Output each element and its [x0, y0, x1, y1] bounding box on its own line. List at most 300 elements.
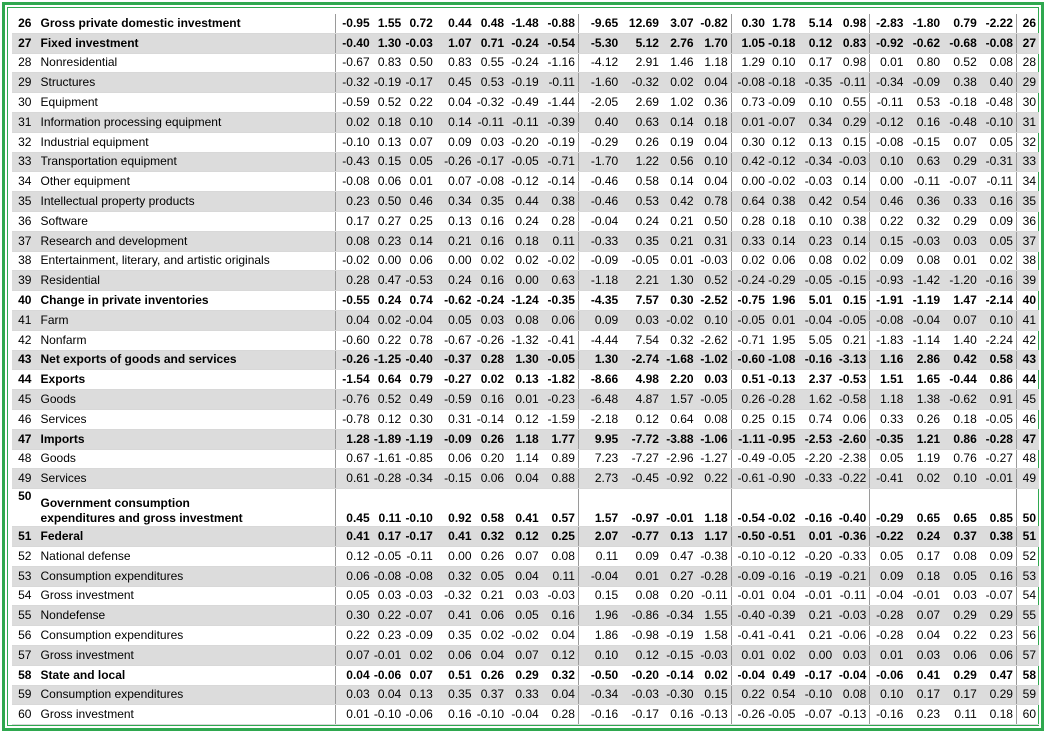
value-cell: 0.22 [870, 211, 907, 231]
value-cell: -0.10 [373, 705, 405, 725]
value-cell: -0.07 [768, 112, 799, 132]
contributions-table [12, 14, 1039, 725]
value-cell: 0.37 [475, 685, 508, 705]
value-cell: 0.47 [980, 665, 1017, 685]
value-cell: -0.19 [662, 626, 697, 646]
value-cell: -0.03 [906, 231, 943, 251]
value-cell: 0.21 [835, 330, 870, 350]
value-cell: 0.02 [768, 645, 799, 665]
value-cell: 0.57 [542, 489, 579, 527]
value-cell: 0.01 [404, 172, 436, 192]
value-cell: 1.18 [870, 390, 907, 410]
value-cell: 0.27 [373, 211, 405, 231]
value-cell: -1.54 [336, 370, 373, 390]
value-cell: -0.11 [542, 73, 579, 93]
value-cell: -0.26 [475, 330, 508, 350]
value-cell: 0.28 [542, 211, 579, 231]
value-cell: 0.05 [980, 132, 1017, 152]
value-cell: -0.92 [662, 469, 697, 489]
value-cell: 5.05 [798, 330, 835, 350]
row-label-line1: Government consumption [40, 496, 190, 511]
value-cell: 0.35 [436, 685, 475, 705]
value-cell: -0.50 [731, 527, 768, 547]
value-cell: -0.14 [542, 172, 579, 192]
value-cell: 0.30 [404, 409, 436, 429]
value-cell: -0.02 [768, 489, 799, 527]
line-number-right: 27 [1016, 33, 1039, 53]
value-cell: 1.29 [731, 53, 768, 73]
value-cell: 0.03 [373, 586, 405, 606]
value-cell: -0.04 [578, 211, 621, 231]
row-label: Industrial equipment [41, 132, 336, 152]
value-cell: 0.16 [542, 606, 579, 626]
value-cell: -0.09 [731, 566, 768, 586]
value-cell: 0.16 [436, 705, 475, 725]
value-cell: 1.65 [906, 370, 943, 390]
value-cell: 0.14 [404, 231, 436, 251]
table-row [12, 586, 1039, 606]
table-row [12, 251, 1039, 271]
value-cell: -0.85 [404, 449, 436, 469]
value-cell: -0.28 [768, 390, 799, 410]
value-cell: 0.10 [870, 152, 907, 172]
row-label: Intellectual property products [41, 192, 336, 212]
value-cell: 2.76 [662, 33, 697, 53]
value-cell: 0.04 [507, 566, 542, 586]
value-cell: 1.55 [697, 606, 732, 626]
line-number-right: 42 [1016, 330, 1039, 350]
value-cell: 0.23 [373, 231, 405, 251]
value-cell: 2.20 [662, 370, 697, 390]
line-number: 49 [12, 469, 41, 489]
value-cell: -2.20 [798, 449, 835, 469]
value-cell: 0.18 [507, 231, 542, 251]
value-cell: 0.36 [906, 192, 943, 212]
value-cell: 0.14 [662, 172, 697, 192]
value-cell: 0.41 [336, 527, 373, 547]
value-cell: 0.40 [980, 73, 1017, 93]
table-row [12, 93, 1039, 113]
value-cell: 0.24 [507, 211, 542, 231]
value-cell: -0.11 [475, 112, 508, 132]
line-number: 39 [12, 271, 41, 291]
value-cell: -0.08 [731, 73, 768, 93]
value-cell: -0.06 [870, 665, 907, 685]
value-cell: 1.22 [621, 152, 662, 172]
value-cell: 0.06 [373, 172, 405, 192]
value-cell: 0.41 [906, 665, 943, 685]
value-cell: 0.05 [404, 152, 436, 172]
value-cell: 0.49 [768, 665, 799, 685]
value-cell: 0.17 [798, 53, 835, 73]
value-cell: 0.27 [662, 566, 697, 586]
value-cell: 0.10 [697, 310, 732, 330]
value-cell: 0.41 [507, 489, 542, 527]
value-cell: 0.02 [475, 251, 508, 271]
row-label: Nonresidential [41, 53, 336, 73]
value-cell: 1.17 [697, 527, 732, 547]
value-cell: 0.29 [980, 685, 1017, 705]
line-number: 56 [12, 626, 41, 646]
value-cell: 0.14 [835, 231, 870, 251]
value-cell: -1.60 [578, 73, 621, 93]
value-cell: 0.53 [475, 73, 508, 93]
value-cell: -0.95 [768, 429, 799, 449]
value-cell: -0.11 [507, 112, 542, 132]
value-cell: -0.60 [336, 330, 373, 350]
value-cell: 0.63 [542, 271, 579, 291]
value-cell: 0.17 [943, 685, 980, 705]
value-cell: 0.44 [507, 192, 542, 212]
line-number: 59 [12, 685, 41, 705]
value-cell: 1.02 [662, 93, 697, 113]
value-cell: 0.02 [697, 665, 732, 685]
value-cell: -0.62 [943, 390, 980, 410]
value-cell: -1.16 [542, 53, 579, 73]
table-row [12, 271, 1039, 291]
value-cell: 0.06 [436, 449, 475, 469]
line-number-right: 44 [1016, 370, 1039, 390]
value-cell: 0.02 [731, 251, 768, 271]
value-cell: -0.08 [870, 132, 907, 152]
line-number: 28 [12, 53, 41, 73]
value-cell: -0.12 [768, 152, 799, 172]
value-cell: 0.04 [906, 626, 943, 646]
value-cell: 0.01 [798, 527, 835, 547]
value-cell: 0.07 [404, 665, 436, 685]
value-cell: 0.29 [943, 211, 980, 231]
value-cell: -0.48 [943, 112, 980, 132]
value-cell: 0.55 [835, 93, 870, 113]
value-cell: 0.14 [768, 231, 799, 251]
value-cell: -0.28 [870, 606, 907, 626]
value-cell: -0.82 [697, 14, 732, 33]
table-row [12, 409, 1039, 429]
value-cell: 0.22 [697, 469, 732, 489]
value-cell: 0.07 [943, 132, 980, 152]
value-cell: 1.55 [373, 14, 405, 33]
value-cell: -0.08 [475, 172, 508, 192]
line-number-right: 52 [1016, 546, 1039, 566]
value-cell: 0.08 [697, 409, 732, 429]
value-cell: 0.23 [906, 705, 943, 725]
value-cell: 0.05 [507, 606, 542, 626]
line-number: 34 [12, 172, 41, 192]
value-cell: 0.49 [404, 390, 436, 410]
value-cell: 0.09 [980, 211, 1017, 231]
value-cell: -1.02 [697, 350, 732, 370]
value-cell: 0.80 [906, 53, 943, 73]
value-cell: 1.47 [943, 291, 980, 311]
value-cell: 0.44 [436, 14, 475, 33]
value-cell: 0.13 [404, 685, 436, 705]
value-cell: -0.04 [870, 586, 907, 606]
value-cell: 0.22 [731, 685, 768, 705]
row-label: Gross private domestic investment [41, 14, 336, 33]
value-cell: -0.16 [798, 489, 835, 527]
value-cell: 0.25 [542, 527, 579, 547]
value-cell: 7.23 [578, 449, 621, 469]
value-cell: 0.24 [906, 527, 943, 547]
line-number: 37 [12, 231, 41, 251]
line-number-right: 55 [1016, 606, 1039, 626]
row-label: Net exports of goods and services [41, 350, 336, 370]
value-cell: 0.07 [906, 606, 943, 626]
value-cell: 0.03 [621, 310, 662, 330]
value-cell: 1.51 [870, 370, 907, 390]
value-cell: 0.20 [662, 586, 697, 606]
value-cell: 0.01 [731, 112, 768, 132]
value-cell: 0.22 [373, 606, 405, 626]
table-row [12, 705, 1039, 725]
value-cell: 0.04 [697, 132, 732, 152]
value-cell: 0.14 [662, 112, 697, 132]
value-cell: -0.05 [980, 409, 1017, 429]
value-cell: -0.08 [404, 566, 436, 586]
line-number: 43 [12, 350, 41, 370]
table-row [12, 685, 1039, 705]
row-label: Goods [41, 449, 336, 469]
value-cell: 0.07 [336, 645, 373, 665]
value-cell: 0.26 [475, 665, 508, 685]
value-cell: -0.11 [870, 93, 907, 113]
value-cell: 0.12 [507, 409, 542, 429]
line-number: 26 [12, 14, 41, 33]
line-number-right: 50 [1016, 489, 1039, 527]
value-cell: 0.20 [475, 449, 508, 469]
value-cell: -0.07 [404, 606, 436, 626]
value-cell: 1.62 [798, 390, 835, 410]
value-cell: 0.91 [980, 390, 1017, 410]
value-cell: 0.52 [943, 53, 980, 73]
table-row [12, 231, 1039, 251]
table-row [12, 291, 1039, 311]
value-cell: 0.50 [373, 192, 405, 212]
value-cell: 0.25 [731, 409, 768, 429]
value-cell: 5.01 [798, 291, 835, 311]
value-cell: -0.11 [697, 586, 732, 606]
value-cell: -0.76 [336, 390, 373, 410]
value-cell: -0.05 [835, 310, 870, 330]
table-row [12, 626, 1039, 646]
line-number-right: 36 [1016, 211, 1039, 231]
value-cell: 0.63 [621, 112, 662, 132]
value-cell: -0.13 [835, 705, 870, 725]
value-cell: -0.11 [906, 172, 943, 192]
value-cell: -0.03 [542, 586, 579, 606]
value-cell: 2.07 [578, 527, 621, 547]
line-number: 42 [12, 330, 41, 350]
value-cell: -0.14 [475, 409, 508, 429]
value-cell: 0.03 [835, 645, 870, 665]
value-cell: -0.17 [475, 152, 508, 172]
line-number-right: 30 [1016, 93, 1039, 113]
value-cell: -0.50 [578, 665, 621, 685]
table-body [12, 14, 1039, 725]
value-cell: -2.83 [870, 14, 907, 33]
value-cell: -1.61 [373, 449, 405, 469]
value-cell: -0.19 [507, 73, 542, 93]
value-cell: 1.30 [662, 271, 697, 291]
value-cell: -0.38 [697, 546, 732, 566]
value-cell: 0.79 [943, 14, 980, 33]
value-cell: -3.88 [662, 429, 697, 449]
value-cell: 0.22 [373, 330, 405, 350]
value-cell: 0.26 [475, 429, 508, 449]
value-cell: -0.51 [768, 527, 799, 547]
row-label: Entertainment, literary, and artistic originals [41, 251, 336, 271]
value-cell: -0.05 [798, 271, 835, 291]
value-cell: -0.45 [621, 469, 662, 489]
value-cell: -0.28 [697, 566, 732, 586]
value-cell: 0.92 [436, 489, 475, 527]
value-cell: 5.14 [798, 14, 835, 33]
value-cell: 0.23 [980, 626, 1017, 646]
value-cell: -0.24 [507, 53, 542, 73]
line-number-right: 34 [1016, 172, 1039, 192]
value-cell: -1.32 [507, 330, 542, 350]
row-label: Services [41, 409, 336, 429]
value-cell: -0.98 [621, 626, 662, 646]
value-cell: -0.06 [404, 705, 436, 725]
value-cell: 0.11 [542, 566, 579, 586]
table-row [12, 449, 1039, 469]
value-cell: -0.30 [662, 685, 697, 705]
value-cell: -0.02 [662, 310, 697, 330]
value-cell: -0.40 [731, 606, 768, 626]
value-cell: 0.98 [835, 53, 870, 73]
value-cell: -4.44 [578, 330, 621, 350]
value-cell: 1.28 [336, 429, 373, 449]
value-cell: -0.53 [835, 370, 870, 390]
value-cell: 1.95 [768, 330, 799, 350]
value-cell: 0.41 [436, 606, 475, 626]
value-cell: -0.15 [835, 271, 870, 291]
value-cell: -0.24 [475, 291, 508, 311]
value-cell: -0.07 [980, 586, 1017, 606]
value-cell: 0.21 [798, 606, 835, 626]
value-cell: 0.85 [980, 489, 1017, 527]
row-label: Gross investment [41, 586, 336, 606]
value-cell: -0.02 [336, 251, 373, 271]
value-cell: 0.04 [768, 586, 799, 606]
value-cell: -0.09 [906, 73, 943, 93]
value-cell: -0.05 [697, 390, 732, 410]
value-cell: 0.03 [475, 310, 508, 330]
value-cell: 0.04 [507, 469, 542, 489]
value-cell: 1.30 [578, 350, 621, 370]
value-cell: 0.01 [507, 390, 542, 410]
line-number: 40 [12, 291, 41, 311]
value-cell: 0.22 [336, 626, 373, 646]
value-cell: 0.24 [621, 211, 662, 231]
value-cell: -1.42 [906, 271, 943, 291]
value-cell: -1.19 [906, 291, 943, 311]
value-cell: 0.16 [906, 112, 943, 132]
table-row [12, 527, 1039, 547]
value-cell: -0.01 [731, 586, 768, 606]
line-number-right: 53 [1016, 566, 1039, 586]
line-number: 32 [12, 132, 41, 152]
value-cell: 0.29 [507, 665, 542, 685]
value-cell: -0.67 [336, 53, 373, 73]
value-cell: -2.52 [697, 291, 732, 311]
value-cell: -1.18 [578, 271, 621, 291]
value-cell: 2.91 [621, 53, 662, 73]
value-cell: 0.11 [943, 705, 980, 725]
value-cell: -0.41 [870, 469, 907, 489]
value-cell: 0.01 [768, 310, 799, 330]
value-cell: 0.11 [578, 546, 621, 566]
value-cell: -1.11 [731, 429, 768, 449]
value-cell: -0.62 [906, 33, 943, 53]
value-cell: 0.58 [621, 172, 662, 192]
value-cell: 0.50 [404, 53, 436, 73]
value-cell: -0.03 [404, 33, 436, 53]
value-cell: -0.28 [980, 429, 1017, 449]
value-cell: 1.19 [906, 449, 943, 469]
value-cell: -0.32 [336, 73, 373, 93]
value-cell: 0.14 [436, 112, 475, 132]
value-cell: 1.86 [578, 626, 621, 646]
value-cell: 0.05 [475, 566, 508, 586]
value-cell: 0.61 [336, 469, 373, 489]
table-row [12, 14, 1039, 33]
value-cell: -2.18 [578, 409, 621, 429]
table-row [12, 566, 1039, 586]
value-cell: 0.15 [578, 586, 621, 606]
value-cell: 0.06 [475, 606, 508, 626]
line-number: 55 [12, 606, 41, 626]
value-cell: -0.46 [578, 192, 621, 212]
value-cell: -0.32 [475, 93, 508, 113]
value-cell: 0.55 [475, 53, 508, 73]
value-cell: -1.08 [768, 350, 799, 370]
line-number: 60 [12, 705, 41, 725]
value-cell: -0.90 [768, 469, 799, 489]
value-cell: 0.00 [798, 645, 835, 665]
value-cell: -0.16 [980, 271, 1017, 291]
line-number-right: 29 [1016, 73, 1039, 93]
value-cell: 0.13 [436, 211, 475, 231]
value-cell: -0.39 [768, 606, 799, 626]
line-number-right: 51 [1016, 527, 1039, 547]
line-number: 27 [12, 33, 41, 53]
value-cell: 0.08 [336, 231, 373, 251]
line-number-right: 56 [1016, 626, 1039, 646]
row-label: Residential [41, 271, 336, 291]
value-cell: 0.09 [578, 310, 621, 330]
value-cell: -0.03 [697, 645, 732, 665]
value-cell: 0.52 [373, 390, 405, 410]
value-cell: -0.13 [768, 370, 799, 390]
value-cell: -0.18 [943, 93, 980, 113]
value-cell: 0.09 [980, 546, 1017, 566]
value-cell: 0.15 [373, 152, 405, 172]
value-cell: 0.23 [336, 192, 373, 212]
value-cell: 0.14 [835, 172, 870, 192]
value-cell: 0.16 [475, 390, 508, 410]
row-label: Exports [41, 370, 336, 390]
value-cell: 0.38 [835, 211, 870, 231]
value-cell: 0.51 [436, 665, 475, 685]
line-number-right: 48 [1016, 449, 1039, 469]
value-cell: 0.52 [373, 93, 405, 113]
value-cell: 0.08 [798, 251, 835, 271]
value-cell: 0.09 [621, 546, 662, 566]
value-cell: 0.32 [436, 566, 475, 586]
value-cell: 0.54 [835, 192, 870, 212]
